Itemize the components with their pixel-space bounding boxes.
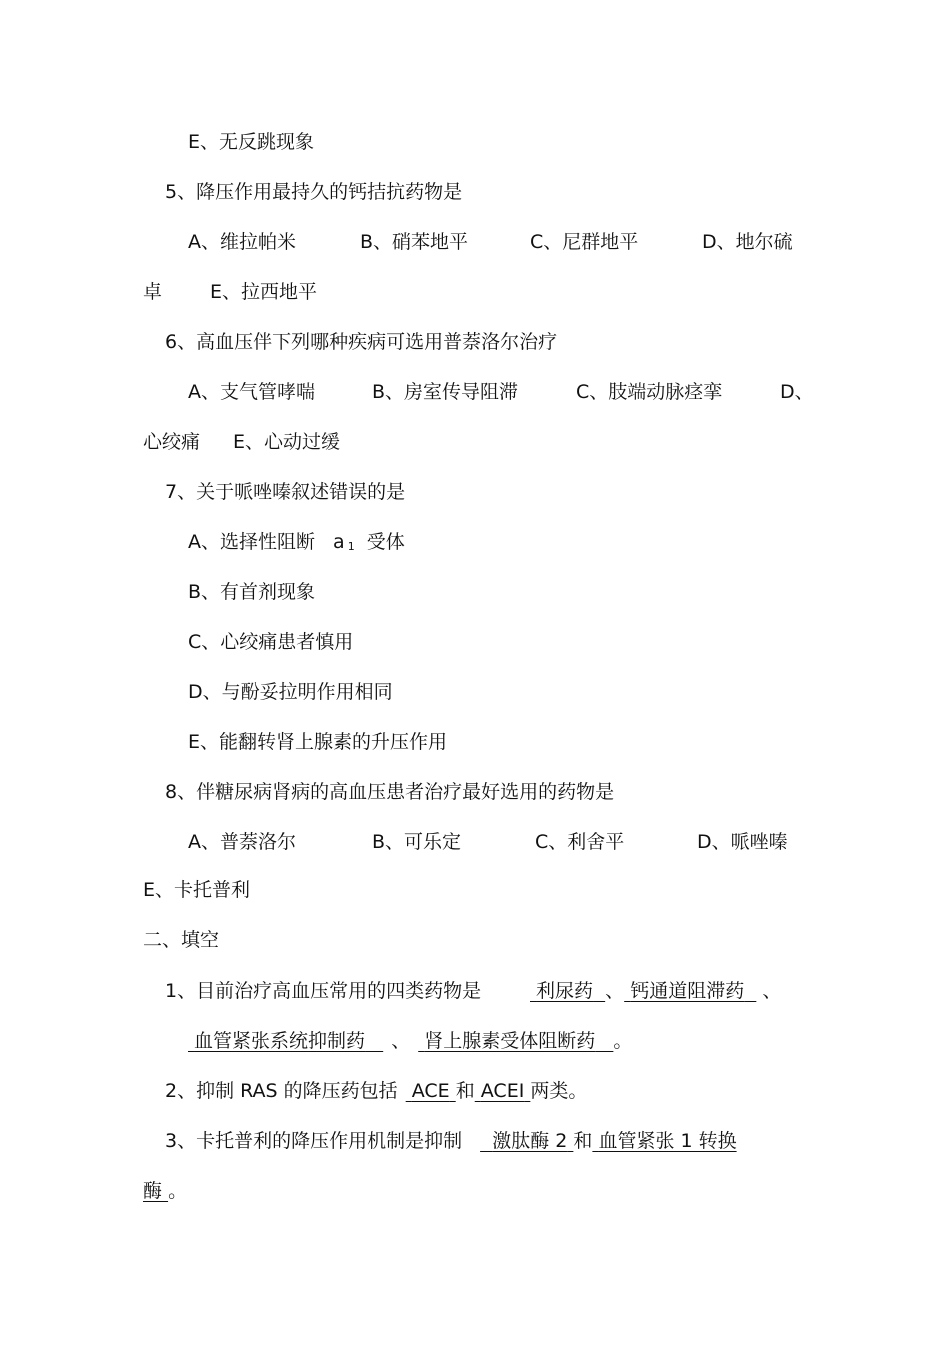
f3-stem: 3、卡托普利的降压作用机制是抑制 bbox=[165, 1130, 463, 1152]
section-heading-fill-in: 二、填空 bbox=[143, 929, 220, 951]
q5-option-a: A、维拉帕米 bbox=[188, 231, 296, 253]
q5-option-c: C、尼群地平 bbox=[530, 231, 639, 253]
q7-option-d: D、与酚妥拉明作用相同 bbox=[188, 681, 393, 703]
f2-stem: 2、抑制 RAS 的降压药包括 bbox=[165, 1080, 398, 1102]
q5-stem: 5、降压作用最持久的钙拮抗药物是 bbox=[165, 181, 463, 203]
q8-stem: 8、伴糖尿病肾病的高血压患者治疗最好选用的药物是 bbox=[165, 781, 615, 803]
q6-option-d: D、 bbox=[780, 381, 814, 403]
q5-option-e: E、拉西地平 bbox=[210, 281, 318, 303]
f1-separator-2: 、 bbox=[762, 980, 782, 1002]
q6-option-c: C、肢端动脉痉挛 bbox=[576, 381, 723, 403]
f2-end: 两类。 bbox=[530, 1080, 588, 1102]
f1-answers-row2 bbox=[188, 1027, 632, 1055]
f2-line bbox=[165, 1077, 587, 1105]
q6-option-b: B、房室传导阻滞 bbox=[372, 381, 519, 403]
f3-answer-1: 激肽酶 2 bbox=[492, 1130, 568, 1152]
q7-option-a-symbol: a bbox=[333, 531, 345, 553]
f1-separator-1: 、 bbox=[605, 980, 625, 1002]
f1-end: 。 bbox=[613, 1030, 633, 1052]
f3-conjunction: 和 bbox=[573, 1130, 593, 1152]
q8-option-d: D、哌唑嗪 bbox=[697, 831, 788, 853]
q8-option-b: B、可乐定 bbox=[372, 831, 462, 853]
f3-end: 。 bbox=[168, 1180, 188, 1202]
q7-option-a-post: 受体 bbox=[366, 531, 405, 553]
f2-conjunction: 和 bbox=[455, 1080, 475, 1102]
f1-answer-2: 钙通道阻滞药 bbox=[630, 980, 745, 1002]
f1-answer-4: 肾上腺素受体阻断药 bbox=[424, 1030, 596, 1052]
q7-option-c: C、心绞痛患者慎用 bbox=[188, 631, 354, 653]
q8-option-a: A、普萘洛尔 bbox=[188, 831, 296, 853]
f1-stem: 1、目前治疗高血压常用的四类药物是 bbox=[165, 980, 482, 1002]
q6-stem: 6、高血压伴下列哪种疾病可选用普萘洛尔治疗 bbox=[165, 331, 558, 353]
f1-separator-3: 、 bbox=[391, 1030, 411, 1052]
q6-option-a: A、支气管哮喘 bbox=[188, 381, 315, 403]
q7-option-a bbox=[188, 528, 405, 561]
q5-option-d: D、地尔硫 bbox=[702, 231, 793, 253]
q5-option-b: B、硝苯地平 bbox=[360, 231, 469, 253]
q7-option-a-subscript: 1 bbox=[347, 540, 355, 553]
f3-line bbox=[165, 1127, 737, 1155]
f3-line-cont bbox=[143, 1177, 187, 1205]
f2-answer-2: ACEI bbox=[480, 1080, 525, 1102]
q7-option-e: E、能翻转肾上腺素的升压作用 bbox=[188, 731, 448, 753]
f3-answer-2: 血管紧张 1 转换 bbox=[598, 1130, 737, 1152]
q8-option-e: E、卡托普利 bbox=[143, 879, 251, 901]
q4-option-e: E、无反跳现象 bbox=[188, 131, 315, 153]
f1-answer-1: 利尿药 bbox=[536, 980, 594, 1002]
q7-option-b: B、有首剂现象 bbox=[188, 581, 316, 603]
q6-option-d-cont: 心绞痛 bbox=[143, 431, 201, 453]
f3-answer-2-cont: 酶 bbox=[143, 1180, 163, 1202]
f1-answer-3: 血管紧张系统抑制药 bbox=[194, 1030, 366, 1052]
q5-option-d-cont: 卓 bbox=[143, 281, 163, 303]
q8-option-c: C、利舍平 bbox=[535, 831, 625, 853]
f1-answers-row1 bbox=[530, 977, 781, 1005]
q7-stem: 7、关于哌唑嗪叙述错误的是 bbox=[165, 481, 406, 503]
q6-option-e: E、心动过缓 bbox=[233, 431, 341, 453]
q7-option-a-pre: A、选择性阻断 bbox=[188, 531, 315, 553]
f2-answer-1: ACE bbox=[411, 1080, 450, 1102]
